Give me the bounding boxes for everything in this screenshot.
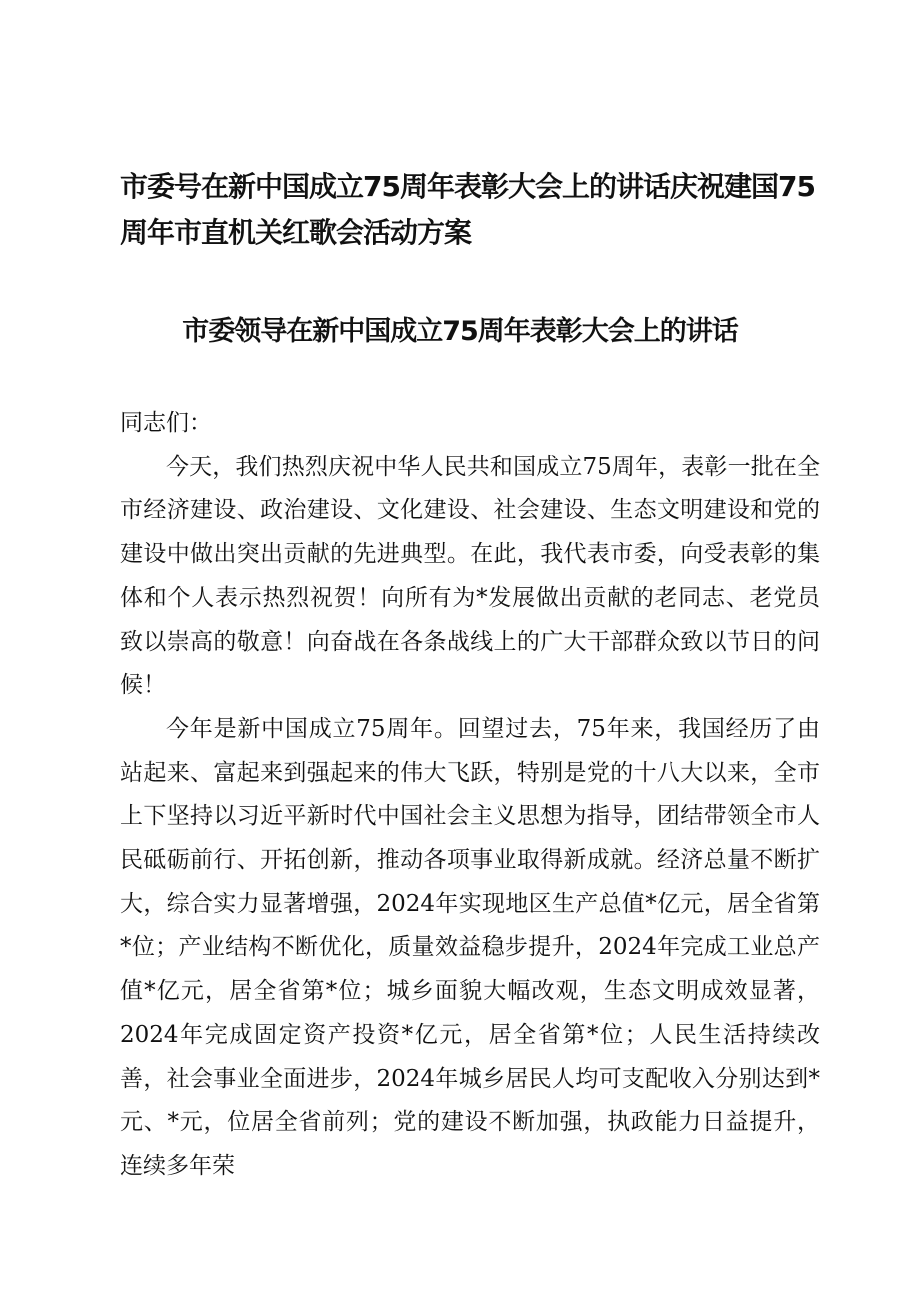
document-title: 市委号在新中国成立75周年表彰大会上的讲话庆祝建国75周年市直机关红歌会活动方案 <box>120 170 815 249</box>
speech-title: 市委领导在新中国成立75周年表彰大会上的讲话 <box>182 316 738 347</box>
speech-body <box>120 402 820 1189</box>
paragraph-1: 今天，我们热烈庆祝中华人民共和国成立75周年，表彰一批在全市经济建设、政治建设、文化建设、社会建设、生态文明建设和党的建设中做出突出贡献的先进典型。在此，我代表市委，向受表彰的集体和个人表示热烈祝贺！向所有为*发展做出贡献的老同志、老党员致以崇高的敬意！向奋战在各条战线上的广大干部群众致以节日的问候！ <box>120 453 820 699</box>
salutation: 同志们： <box>120 410 212 436</box>
paragraph-2: 今年是新中国成立75周年。回望过去，75年来，我国经历了由站起来、富起来到强起来的伟大飞跃，特别是党的十八大以来，全市上下坚持以习近平新时代中国社会主义思想为指导，团结带领全市人民砥砺前行、开拓创新，推动各项事业取得新成就。经济总量不断扩大，综合实力显著增强，2024年实现地区生产总值*亿元，居全省第*位；产业结构不断优化，质量效益稳步提升，2024年完成工业总产值*亿元，居全省第*位；城乡面貌大幅改观，生态文明成效显著，2024年完成固定资产投资*亿元，居全省第*位；人民生活持续改善，社会事业全面进步，2024年城乡居民人均可支配收入分别达到*元、*元，位居全省前列；党的建设不断加强，执政能力日益提升，连续多年荣 <box>120 715 820 1179</box>
